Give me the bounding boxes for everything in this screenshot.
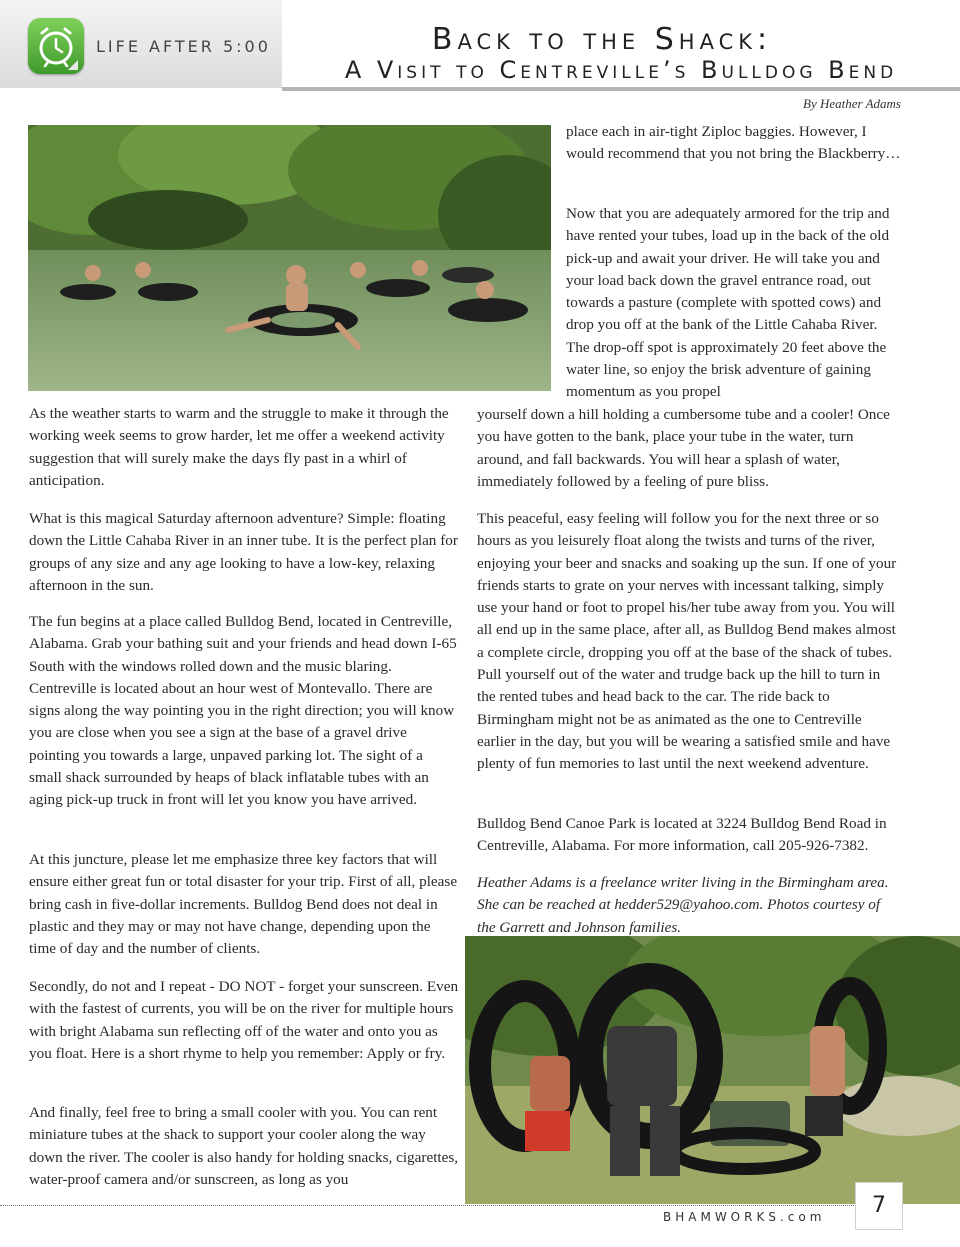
article-paragraph: place each in air-tight Ziploc baggies. However, I would recommend that you not bring the Blackberry… xyxy=(566,123,901,163)
article-paragraph: As the weather starts to warm and the struggle to make it through the working week seems to grow harder, let me offer a weekend activity suggestion that will surely make the days fly past in a whirl of anticipation. xyxy=(29,405,449,489)
river-tubing-photo xyxy=(28,125,551,391)
article-paragraph: Now that you are adequately armored for the trip and have rented your tubes, load up in the back of the old pick-up and await your driver. He will take you and your load back down the gravel entrance road, out towards a pasture (complete with spotted cows) and drop you off at the bank of the Little Cahaba River. The drop-off spot is approximately 20 feet above the water line, so enjoy the brisk adventure of gaining momentum as you propel xyxy=(566,205,890,401)
byline: By Heather Adams xyxy=(803,96,901,111)
article-paragraph: What is this magical Saturday afternoon adventure? Simple: floating down the Little Cahaba River in an inner tube. It is the perfect plan for groups of any size and any age looking to have a low-key, relaxing afternoon in the sun. xyxy=(29,510,458,594)
page-number: 7 xyxy=(855,1182,903,1230)
article-paragraph: And finally, feel free to bring a small cooler with you. You can rent miniature tubes at the shack to support your cooler along the way down the river. The cooler is also handy for holding snacks, cigarettes, water-proof camera and/or sunscreen, as long as you xyxy=(29,1104,459,1188)
section-label: LIFE AFTER 5:00 xyxy=(96,37,271,56)
header-panel xyxy=(0,0,282,88)
article-subtitle: A Visit to Centreville’s Bulldog Bend xyxy=(344,56,898,84)
footer-divider xyxy=(0,1205,856,1206)
article-paragraph: yourself down a hill holding a cumbersome tube and a cooler! Once you have gotten to the bank, place your tube in the water, turn around, and fall backwards. You will hear a splash of water, immediately followed by a feeling of pure bliss. xyxy=(477,406,890,490)
contact-info: Bulldog Bend Canoe Park is located at 3224 Bulldog Bend Road in Centreville, Alabama. For more information, call 205-926-7382. xyxy=(477,815,887,855)
header-divider xyxy=(282,87,960,91)
article-paragraph: Secondly, do not and I repeat - DO NOT - forget your sunscreen. Even with the fastest of currents, you will be on the river for multiple hours with bright Alabama sun reflecting off of the water and onto you as you float. Here is a short rhyme to help you remember: Apply or fry. xyxy=(29,978,459,1062)
article-paragraph: This peaceful, easy feeling will follow you for the next three or so hours as you leisurely float along the twists and turns of the river, enjoying your beer and snacks and soaking up the sun. If one of your friends starts to grate on your nerves with incessant talking, simply use your hand or foot to propel his/her tube away from you. You will all end up in the same place, after all, as Bulldog Bend makes almost a complete circle, dropping you off at the base of the shack of tubes. Pull yourself out of the water and trudge back up the hill to turn in the rented tubes and head back to the car. The ride back to Birmingham might not be as animated as the one to Centreville earlier in the day, but you will be wearing a satisfied smile and have plenty of fun memories to last until the next weekend adventure. xyxy=(477,510,897,773)
site-name: BHAMWORKS.com xyxy=(663,1210,826,1224)
alarm-clock-icon xyxy=(28,18,84,74)
author-bio: Heather Adams is a freelance writer living in the Birmingham area. She can be reached at hedder529@yahoo.com. Photos courtesy of the Garrett and Johnson families. xyxy=(477,874,889,936)
article-paragraph: At this juncture, please let me emphasize three key factors that will ensure either great fun or total disaster for your trip. First of all, please bring cash in five-dollar increments. Bulldog Bend does not deal in plastic and they may or may not have change, depending upon the time of day and the number of clients. xyxy=(29,851,458,958)
carrying-tubes-photo xyxy=(465,936,960,1204)
article-title: Back to the Shack: xyxy=(431,22,773,57)
article-paragraph: The fun begins at a place called Bulldog Bend, located in Centreville, Alabama. Grab your bathing suit and your friends and head down I-65 South with the windows rolled down and the music blaring. Centreville is located about an hour west of Montevallo. There are signs along the way pointing you in the right direction; you will know you are close when you see a sign at the base of a gravel drive pointing you towards a large, unpaved parking lot. The sight of a small shack surrounded by heaps of black inflatable tubes with an aging pick-up truck in front will let you know you have arrived. xyxy=(29,613,457,809)
